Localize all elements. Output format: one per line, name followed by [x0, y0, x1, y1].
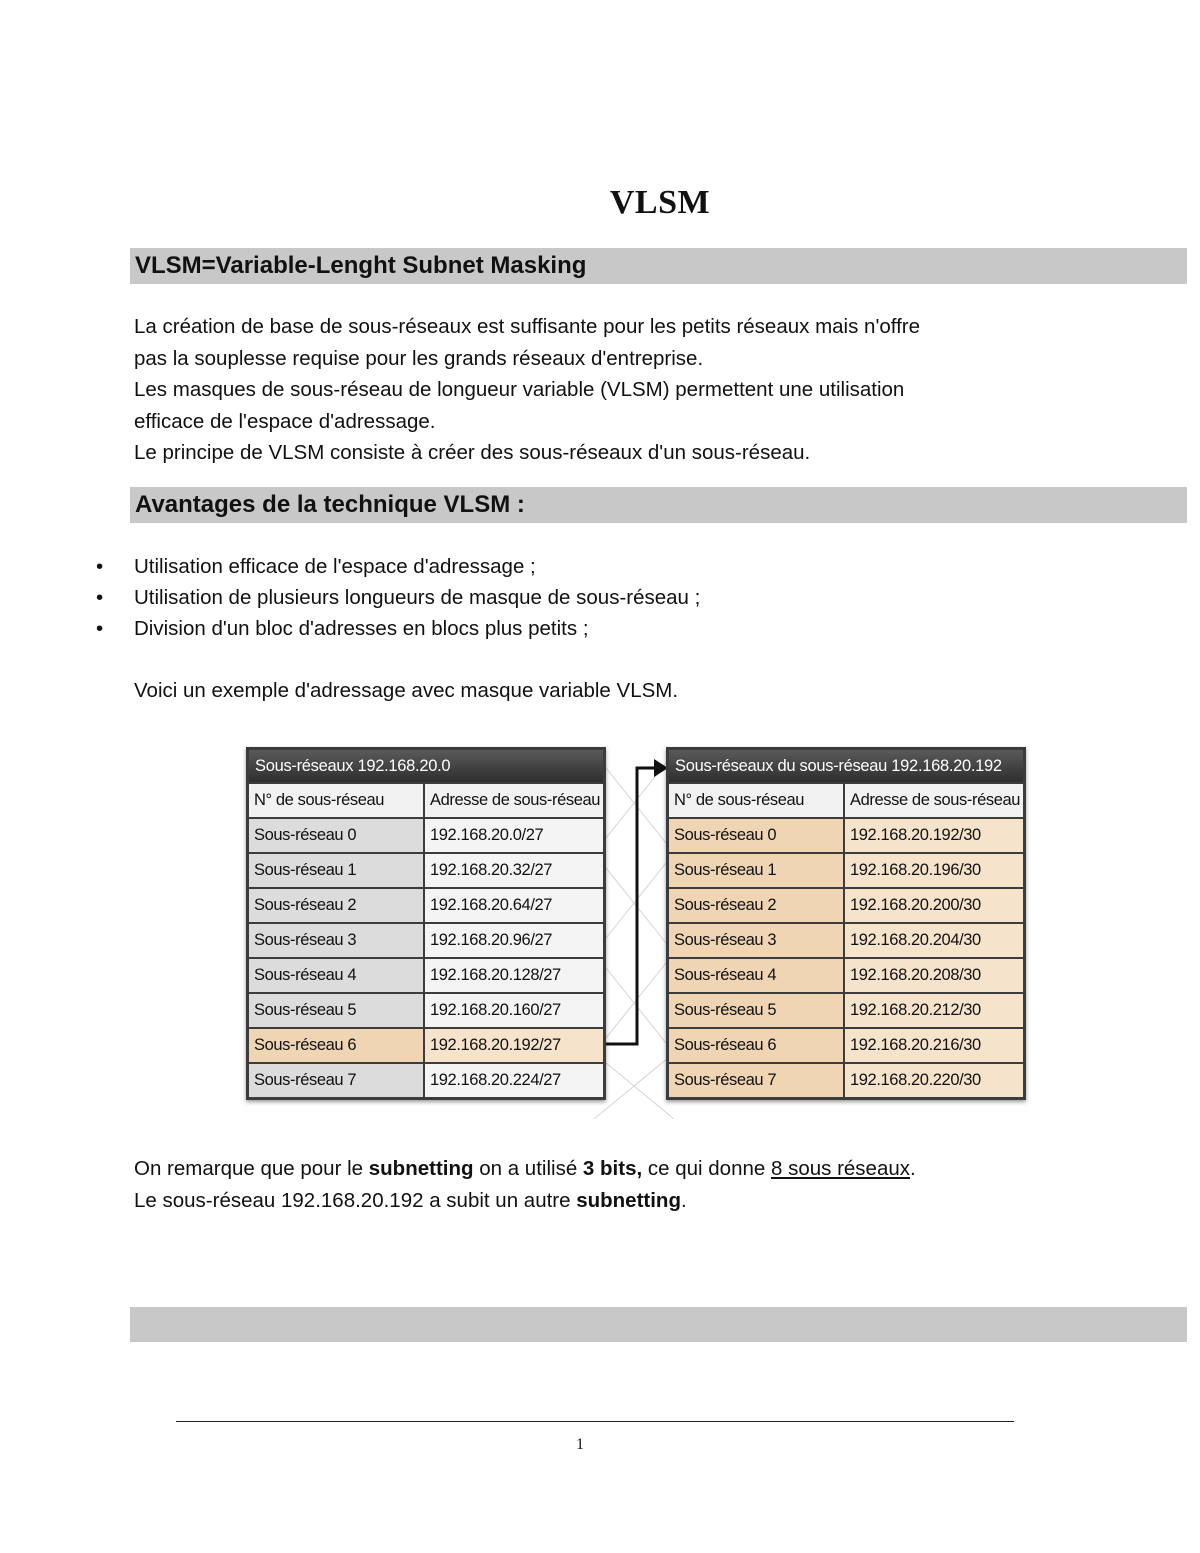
empty-heading-band — [130, 1307, 1187, 1342]
subnet-name: Sous-réseau 7 — [249, 1064, 423, 1097]
paragraph-line: Le principe de VLSM consiste à créer des sous-réseaux d'un sous-réseau. — [134, 441, 811, 464]
subnet-name: Sous-réseau 2 — [249, 889, 423, 922]
table-row — [249, 854, 603, 887]
list-item: • Utilisation de plusieurs longueurs de masque de sous-réseau ; — [96, 582, 700, 613]
subnet-address: 192.168.20.192/27 — [425, 1029, 603, 1062]
subnet-address: 192.168.20.192/30 — [845, 819, 1023, 852]
column-header: Adresse de sous-réseau — [845, 784, 1023, 817]
table-header-row — [249, 784, 603, 817]
subnet-address: 192.168.20.0/27 — [425, 819, 603, 852]
table-row-highlighted — [249, 1029, 603, 1062]
conclusion-paragraph — [134, 1153, 916, 1216]
subnet-address: 192.168.20.200/30 — [845, 889, 1023, 922]
table-row — [249, 1064, 603, 1097]
table-row — [669, 854, 1023, 887]
subnet-address: 192.168.20.220/30 — [845, 1064, 1023, 1097]
subnet-name: Sous-réseau 4 — [249, 959, 423, 992]
table-row — [249, 889, 603, 922]
subnet-address: 192.168.20.204/30 — [845, 924, 1023, 957]
subnet-name: Sous-réseau 6 — [249, 1029, 423, 1062]
paragraph-line: efficace de l'espace d'adressage. — [134, 409, 436, 433]
subnet-name: Sous-réseau 0 — [249, 819, 423, 852]
subnet-address: 192.168.20.32/27 — [425, 854, 603, 887]
section-heading-vlsm: VLSM=Variable-Lenght Subnet Masking — [130, 248, 1187, 284]
table-row — [669, 889, 1023, 922]
page-number: 1 — [576, 1436, 584, 1453]
column-header: N° de sous-réseau — [669, 784, 843, 817]
column-header: N° de sous-réseau — [249, 784, 423, 817]
subnet-name: Sous-réseau 7 — [669, 1064, 843, 1097]
subnet-address: 192.168.20.212/30 — [845, 994, 1023, 1027]
paragraph-line: pas la souplesse requise pour les grands réseaux d'entreprise. — [134, 346, 704, 370]
right-subnet-table — [666, 747, 1026, 1100]
vlsm-figure — [244, 733, 1034, 1119]
arrow-line — [606, 768, 656, 1044]
subnet-address: 192.168.20.160/27 — [425, 994, 603, 1027]
conclusion-line: Le sous-réseau 192.168.20.192 a subit un autre subnetting. — [134, 1188, 687, 1212]
subnet-name: Sous-réseau 1 — [249, 854, 423, 887]
table-row — [669, 924, 1023, 957]
table-header-row — [669, 784, 1023, 817]
table-row — [669, 994, 1023, 1027]
subnet-name: Sous-réseau 3 — [249, 924, 423, 957]
advantages-list — [96, 551, 700, 644]
table-row — [669, 819, 1023, 852]
section-heading-advantages: Avantages de la technique VLSM : — [130, 487, 1187, 523]
table-title: Sous-réseaux 192.168.20.0 — [249, 750, 603, 782]
left-subnet-table — [246, 747, 606, 1100]
table-row — [249, 924, 603, 957]
bullet-icon: • — [96, 586, 104, 609]
column-header: Adresse de sous-réseau — [425, 784, 603, 817]
list-item: • Division d'un bloc d'adresses en blocs plus petits ; — [96, 613, 700, 644]
subnet-name: Sous-réseau 5 — [249, 994, 423, 1027]
table-row — [249, 959, 603, 992]
subnet-name: Sous-réseau 5 — [669, 994, 843, 1027]
table-row — [249, 819, 603, 852]
bullet-icon: • — [96, 555, 104, 578]
bullet-icon: • — [96, 617, 104, 640]
subnet-address: 192.168.20.216/30 — [845, 1029, 1023, 1062]
table-row — [669, 1029, 1023, 1062]
subnet-address: 192.168.20.64/27 — [425, 889, 603, 922]
subnet-address: 192.168.20.96/27 — [425, 924, 603, 957]
example-intro: Voici un exemple d'adressage avec masque variable VLSM. — [134, 679, 679, 702]
paragraph-line: Les masques de sous-réseau de longueur variable (VLSM) permettent une utilisation — [134, 378, 905, 401]
subnet-name: Sous-réseau 2 — [669, 889, 843, 922]
subnet-address: 192.168.20.128/27 — [425, 959, 603, 992]
page-title: VLSM — [609, 184, 711, 221]
subnet-address: 192.168.20.196/30 — [845, 854, 1023, 887]
subnet-address: 192.168.20.224/27 — [425, 1064, 603, 1097]
table-title: Sous-réseaux du sous-réseau 192.168.20.192 — [669, 750, 1023, 782]
subnet-address: 192.168.20.208/30 — [845, 959, 1023, 992]
arrow-connector — [604, 753, 670, 1053]
table-row — [669, 1064, 1023, 1097]
conclusion-line: On remarque que pour le subnetting on a utilisé 3 bits, ce qui donne 8 sous réseaux. — [134, 1157, 916, 1180]
paragraph-line: La création de base de sous-réseaux est suffisante pour les petits réseaux mais n'offre — [134, 315, 921, 338]
list-item: • Utilisation efficace de l'espace d'adressage ; — [96, 551, 700, 582]
footer-divider — [176, 1421, 1014, 1422]
intro-paragraph — [134, 311, 1134, 469]
subnet-name: Sous-réseau 1 — [669, 854, 843, 887]
subnet-name: Sous-réseau 3 — [669, 924, 843, 957]
subnet-name: Sous-réseau 6 — [669, 1029, 843, 1062]
table-row — [669, 959, 1023, 992]
subnet-name: Sous-réseau 0 — [669, 819, 843, 852]
table-row — [249, 994, 603, 1027]
subnet-name: Sous-réseau 4 — [669, 959, 843, 992]
